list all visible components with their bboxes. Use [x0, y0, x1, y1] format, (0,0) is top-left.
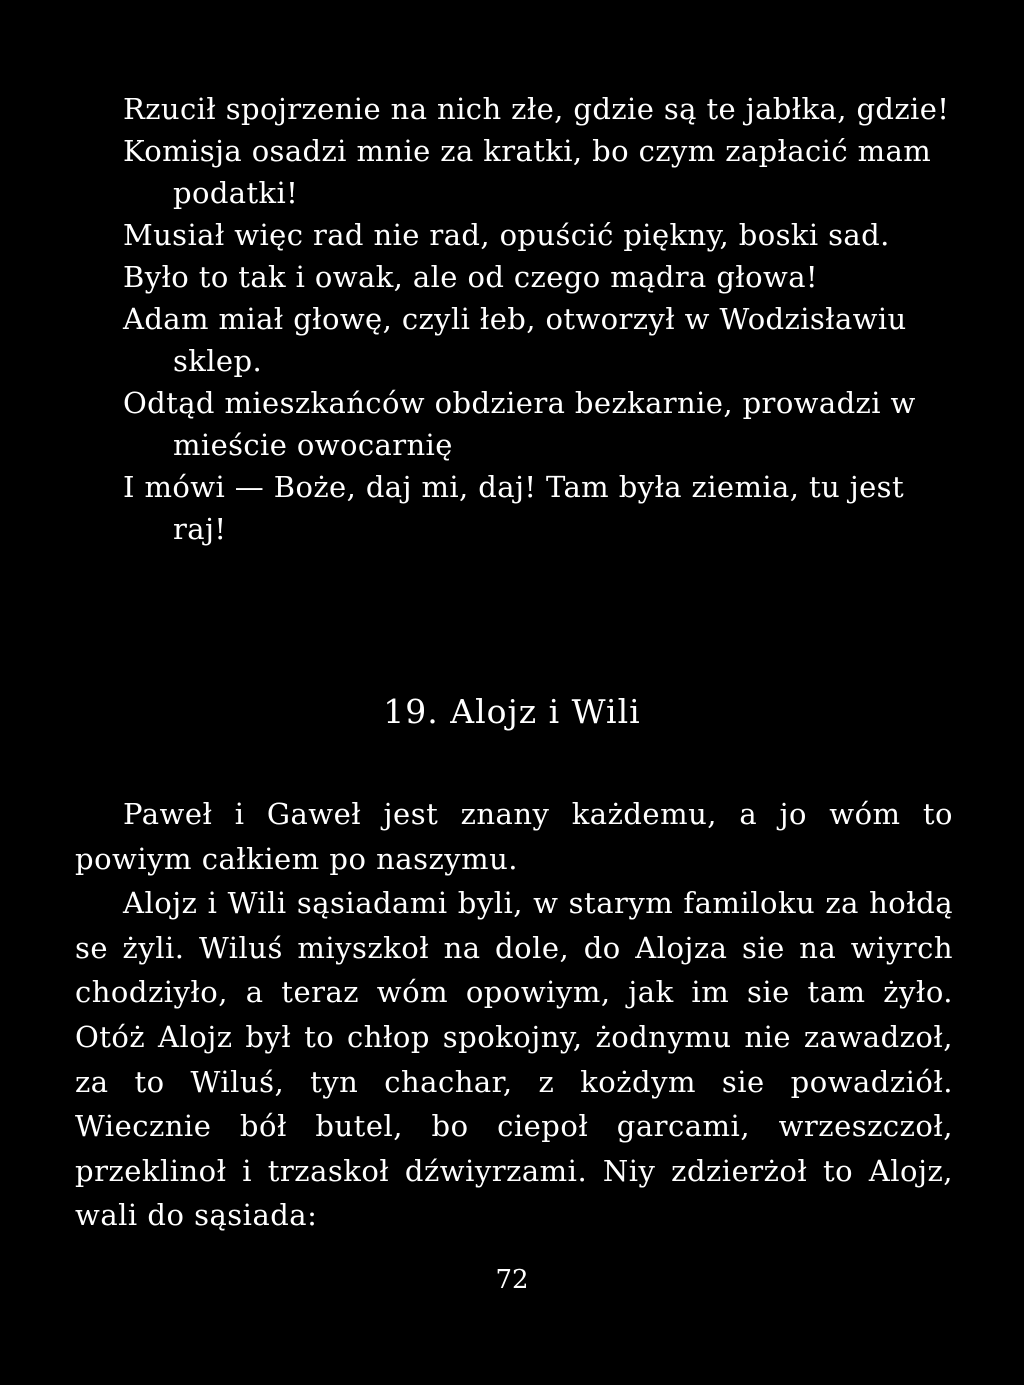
chapter-body: [75, 792, 953, 1238]
verse-line: Adam miał głowę, czyli łeb, otworzył w Wodzisławiu sklep.: [123, 302, 907, 378]
verse-line: Rzucił spojrzenie na nich złe, gdzie są te jabłka, gdzie!: [123, 92, 950, 126]
paragraph: Paweł i Gaweł jest znany każdemu, a jo wóm to powiym całkiem po naszymu.: [75, 797, 953, 876]
page-number: 72: [495, 1265, 529, 1295]
verse-line: I mówi — Boże, daj mi, daj! Tam była ziemia, tu jest raj!: [123, 470, 905, 546]
paragraph: Alojz i Wili sąsiadami byli, w starym familoku za hołdą se żyli. Wiluś miyszkoł na dole, do Alojza sie na wiyrch chodziyło, a teraz wóm opowiym, jak im sie tam żyło. Otóż Alojz był to chłop spokojny, żodnymu nie zawadzoł, za to Wiluś, tyn chachar, z kożdym sie powadziół. Wiecznie bół butel, bo ciepoł garcami, wrzeszczoł, przeklinoł i trzaskoł dźwiyrzami. Niy zdzierżoł to Alojz, wali do sąsiada:: [75, 886, 953, 1233]
poem-stanza: [123, 88, 955, 550]
verse-line: Komisja osadzi mnie za kratki, bo czym zapłacić mam podatki!: [123, 134, 932, 210]
chapter-title: 19. Alojz i Wili: [383, 692, 641, 731]
verse-line: Odtąd mieszkańców obdziera bezkarnie, prowadzi w mieście owocarnię: [123, 386, 916, 462]
verse-line: Musiał więc rad nie rad, opuścić piękny, boski sad.: [123, 218, 890, 252]
verse-line: Było to tak i owak, ale od czego mądra głowa!: [123, 260, 818, 294]
